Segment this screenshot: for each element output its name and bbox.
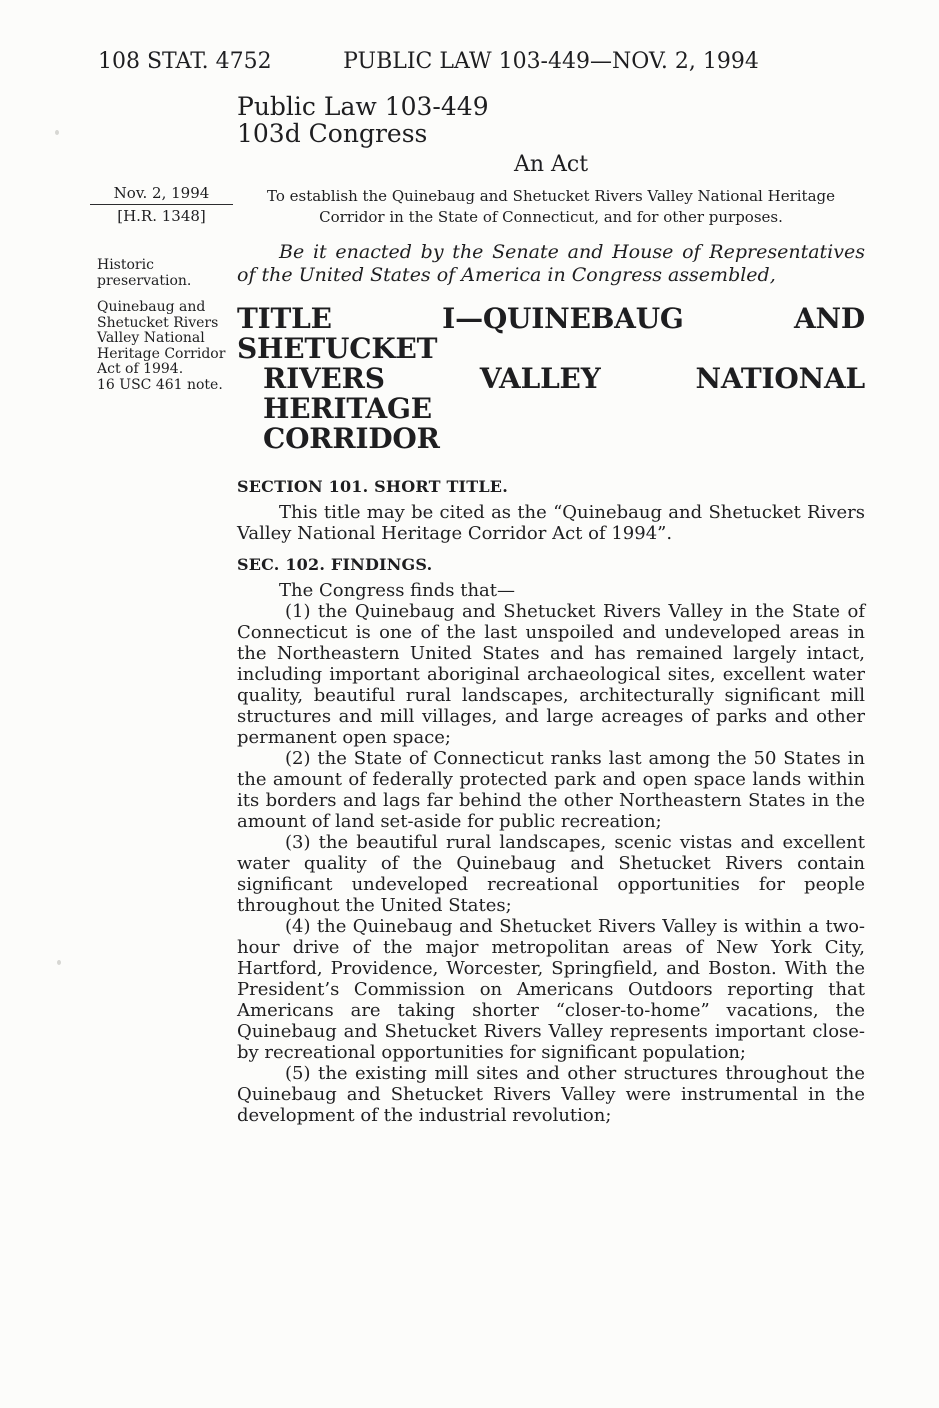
margin-note-act-short-title: Quinebaug and Shetucket Rivers Valley National Heritage Corridor Act of 1994.	[97, 299, 226, 377]
finding-item-5: (5) the existing mill sites and other structures throughout the Quinebaug and Shetucket Rivers Valley were instrumental in the development of the industrial revolution;	[237, 1063, 865, 1126]
margin-enactment-date: Nov. 2, 1994	[90, 185, 233, 205]
running-head-public-law: PUBLIC LAW 103-449—NOV. 2, 1994	[343, 49, 759, 74]
finding-item-4: (4) the Quinebaug and Shetucket Rivers Valley is within a two-hour drive of the major metropolitan areas of New York City, Hartford, Providence, Worcester, Springfield, and Boston. With the President’s Commission on Americans Outdoors reporting that Americans are taking shorter “closer-to-home” vacations, the Quinebaug and Shetucket Rivers Valley represents important close-by recreational opportunities for significant population;	[237, 916, 865, 1063]
page-number-stat-citation: 108 STAT. 4752	[98, 49, 272, 74]
findings-list	[237, 601, 865, 1126]
public-law-number: Public Law 103-449	[237, 92, 489, 121]
margin-note-subject: Historic preservation.	[97, 257, 192, 289]
margin-note-usc-citation: 16 USC 461 note.	[97, 376, 223, 393]
an-act-heading: An Act	[513, 152, 589, 177]
finding-item-1: (1) the Quinebaug and Shetucket Rivers Valley in the State of Connecticut is one of the last unspoiled and undeveloped areas in the Northeastern United States and has remained largely intact, including important aboriginal archaeological sites, excellent water quality, beautiful rural landscapes, architecturally significant mill structures and mill villages, and large acreages of parks and other permanent open space;	[237, 601, 865, 748]
section-101-body: This title may be cited as the “Quinebaug and Shetucket Rivers Valley National Heritage Corridor Act of 1994”.	[237, 502, 865, 544]
section-101-heading: SECTION 101. SHORT TITLE.	[237, 477, 508, 496]
section-102-lead: The Congress finds that—	[279, 580, 516, 601]
congress-label: 103d Congress	[237, 119, 428, 148]
title-i-line-3: CORRIDOR	[263, 422, 440, 455]
title-i-line-1: TITLE I—QUINEBAUG AND SHETUCKET	[237, 302, 865, 365]
enacting-clause: Be it enacted by the Senate and House of Representatives of the United States of America in Congress assembled,	[237, 241, 865, 286]
margin-date-block	[90, 185, 233, 225]
scan-artifact-speck	[57, 960, 61, 965]
act-purpose-statement: To establish the Quinebaug and Shetucket Rivers Valley National Heritage Corridor in the State of Connecticut, and for other purposes.	[266, 187, 835, 226]
title-i-line-2: RIVERS VALLEY NATIONAL HERITAGE	[263, 362, 865, 425]
main-text-column	[237, 93, 865, 1126]
scan-artifact-speck	[55, 130, 59, 135]
margin-note-short-title-block	[97, 300, 235, 393]
margin-bill-number: [H.R. 1348]	[117, 207, 206, 225]
finding-item-3: (3) the beautiful rural landscapes, scenic vistas and excellent water quality of the Quinebaug and Shetucket Rivers contain significant undeveloped recreational opportunities for people throughout the United States;	[237, 832, 865, 916]
finding-item-2: (2) the State of Connecticut ranks last among the 50 States in the amount of federally protected park and open space lands within its borders and lags far behind the other Northeastern States in the amount of land set-aside for public recreation;	[237, 748, 865, 832]
title-i-heading	[237, 304, 865, 454]
section-102-heading: SEC. 102. FINDINGS.	[237, 555, 433, 574]
